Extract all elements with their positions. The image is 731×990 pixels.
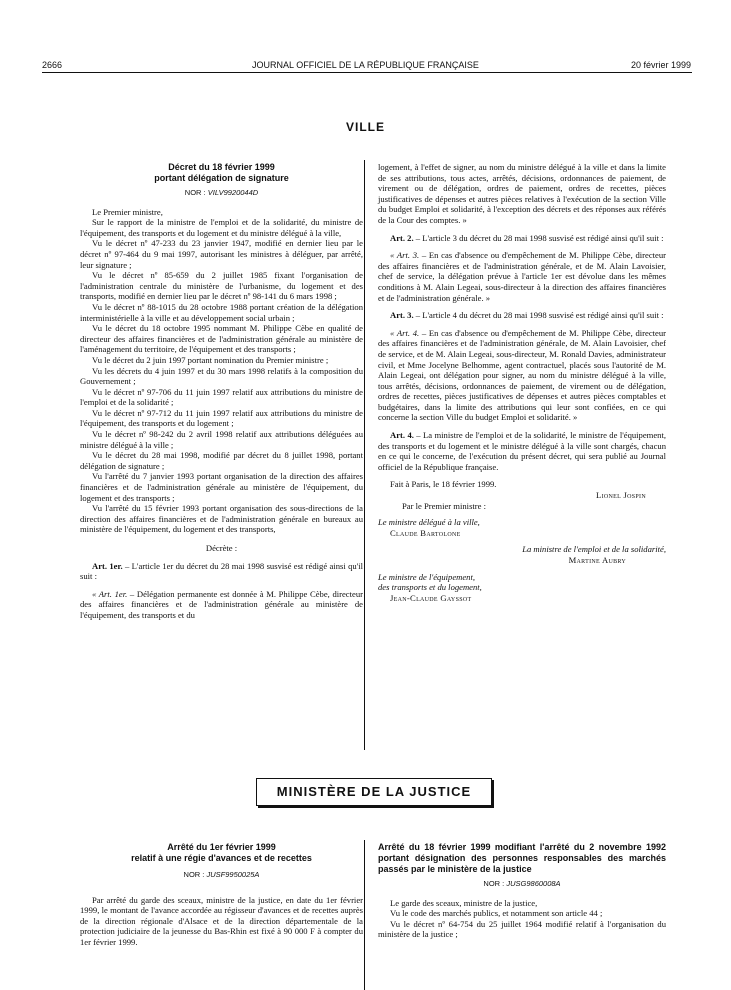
article-4-label: Art. 4. bbox=[390, 430, 414, 441]
decret-title-line2: portant délégation de signature bbox=[154, 173, 289, 183]
article-2-label: Art. 2. bbox=[390, 232, 414, 243]
decret-visa-paragraph: Vu le décret du 18 octobre 1995 nommant M. Philippe Cèbe en qualité de directeur des affaires financières et de l'administration générale au ministère de l'aménagement du territoire, de l'équipement et des transports ; bbox=[80, 323, 363, 355]
decret-visa-paragraph: Vu l'arrêté du 7 janvier 1993 portant organisation de la direction des affaires financières et de l'administration générale au ministère de l'équipement, du logement et des transports ; bbox=[80, 471, 363, 503]
article-3-quote bbox=[378, 328, 666, 423]
nor-code: JUSG9860008A bbox=[506, 879, 561, 888]
decret-title bbox=[80, 162, 363, 184]
article-3-quote-text: – En cas d'absence ou d'empêchement de M. Philippe Cèbe, directeur des affaires financières et de l'administration générale, de M. Alain Lavoisier, chef de service, et de M. Alain Legeai, sous-directeur, M. Ronald Davies, administrateur civil, et Mme Jocelyne Belhomme, agent contractuel, placés sous l'autorité de M. Alain Legeai, ont délégation pour signer, au nom du ministre délégué à la ville, tous arrêtés, décisions, ordonnances de paiement, de virement ou de délégation, ordres de recettes, pièces justificatives de dépenses et autres pièces comptables et budgétaires, dans la limite des attributions qui leur sont confiées, en ce qui concerne la section Ville du budget Emploi et solidarité. » bbox=[378, 327, 667, 423]
decret-visa-paragraph: Le Premier ministre, bbox=[92, 206, 163, 217]
article-1 bbox=[80, 561, 363, 582]
decret-right-column bbox=[378, 162, 666, 603]
decret-visa-paragraph: Vu le décret nº 97-712 du 11 juin 1997 relatif aux attributions du ministre de l'équipement, des transports et du logement ; bbox=[80, 407, 363, 429]
column-divider-bottom bbox=[364, 840, 365, 990]
fait-a-paris: Fait à Paris, le 18 février 1999. bbox=[390, 479, 497, 490]
role-equipement-line2: des transports et du logement, bbox=[378, 582, 482, 593]
arrete-2-paragraphs bbox=[378, 898, 666, 940]
article-1-continuation: logement, à l'effet de signer, au nom du ministre délégué à la ville et dans la limite de ses attributions, tous actes, arrêtés, décisions, ordonnances de paiement, de virement ou de délégation, ordres de paiement, ordres de recettes, pièces justificatives de dépenses et autres pièces relatives à l'exécution de la section Ville du budget Emploi et solidarité, à l'exception des décrets et des réponses aux référés de la Cour des comptes. » bbox=[378, 162, 666, 225]
role-emploi: La ministre de l'emploi et de la solidarité, bbox=[522, 544, 666, 555]
signatory-emploi: Martine Aubry bbox=[568, 555, 626, 565]
decret-visa-paragraph: Sur le rapport de la ministre de l'emploi et de la solidarité, du ministre de l'équipement, des transports et du logement et du ministre délégué à la ville, bbox=[80, 217, 363, 238]
article-2-text: – L'article 3 du décret du 28 mai 1998 susvisé est rédigé ainsi qu'il suit : bbox=[413, 232, 664, 243]
ministry-heading-box: MINISTÈRE DE LA JUSTICE bbox=[256, 778, 492, 806]
role-ville: Le ministre délégué à la ville, bbox=[378, 517, 480, 528]
par-le-premier-ministre: Par le Premier ministre : bbox=[402, 500, 487, 511]
article-1-quote-text: – Délégation permanente est donnée à M. Philippe Cèbe, directeur des affaires financières et de l'administration générale au ministère de l'équipement, des transports et du bbox=[80, 588, 363, 620]
signatory-ville: Claude Bartolone bbox=[390, 527, 461, 538]
header-rule bbox=[42, 72, 692, 73]
decret-visa-paragraph: Vu les décrets du 4 juin 1997 et du 30 mars 1998 relatifs à la composition du Gouvernement ; bbox=[80, 365, 363, 387]
page-number: 2666 bbox=[42, 60, 63, 70]
decret-visas bbox=[80, 207, 363, 535]
arrete-1-title-line1: Arrêté du 1er février 1999 bbox=[167, 842, 276, 852]
nor-label: NOR : bbox=[184, 188, 206, 197]
article-3-quote-label: « Art. 4. bbox=[390, 327, 420, 338]
signatory-equipement: Jean-Claude Gayssot bbox=[390, 592, 472, 603]
signatory-prime-minister: Lionel Jospin bbox=[596, 490, 646, 501]
arrete-2-nor bbox=[378, 879, 666, 890]
journal-title: JOURNAL OFFICIEL DE LA RÉPUBLIQUE FRANÇAISE bbox=[252, 60, 479, 70]
nor-code: VILV9920044D bbox=[207, 188, 259, 197]
article-2-quote bbox=[378, 250, 666, 303]
decret-visa-paragraph: Vu le décret nº 98-242 du 2 avril 1998 relatif aux attributions déléguées au ministre délégué à la ville ; bbox=[80, 429, 363, 450]
decret-nor bbox=[80, 188, 363, 199]
nor-label: NOR : bbox=[183, 870, 205, 879]
decret-visa-paragraph: Vu le décret nº 85-659 du 2 juillet 1985 fixant l'organisation de l'administration centrale du ministère de l'urbanisme, du logement et des transports, modifié en dernier lieu par le décret nº 98-141 du 6 mars 1998 ; bbox=[80, 270, 363, 302]
nor-code: JUSF9950025A bbox=[206, 870, 260, 879]
nor-label: NOR : bbox=[483, 879, 505, 888]
role-equipement-line1: Le ministre de l'équipement, bbox=[378, 571, 475, 582]
decret-title-line1: Décret du 18 février 1999 bbox=[168, 162, 275, 172]
decret-visa-paragraph: Vu le décret nº 88-1015 du 28 octobre 1988 portant création de la délégation interministérielle à la ville et au développement social urbain ; bbox=[80, 301, 363, 323]
section-title: VILLE bbox=[345, 120, 385, 134]
article-4-text: – La ministre de l'emploi et de la solidarité, le ministre de l'équipement, des transports et du logement et le ministre délégué à la ville sont chargés, chacun en ce qui le concerne, de l'exécution du présent décret, qui sera publié au Journal officiel de la République française. bbox=[378, 430, 666, 472]
article-3-text: – L'article 4 du décret du 28 mai 1998 susvisé est rédigé ainsi qu'il suit : bbox=[413, 310, 664, 321]
arrete-1-title-line2: relatif à une régie d'avances et de recettes bbox=[131, 853, 312, 863]
article-1-label: Art. 1er. bbox=[92, 560, 123, 571]
arrete-1-column bbox=[80, 842, 363, 948]
arrete-1-text: Par arrêté du garde des sceaux, ministre de la justice, en date du 1er février 1999, le montant de l'avance accordée au régisseur d'avances et de recettes auprès de la direction régionale d'Alsace et de la direction départementale de la protection judiciaire de la jeunesse du Bas-Rhin est fixé à 90 000 F à compter du 1er février 1999. bbox=[80, 894, 363, 947]
article-2 bbox=[378, 233, 666, 244]
decret-visa-paragraph: Vu le décret nº 47-233 du 23 janvier 1947, modifié en dernier lieu par le décret nº 97-464 du 9 mai 1997, autorisant les ministres à déléguer, par arrêté, leur signature ; bbox=[80, 238, 363, 270]
article-3 bbox=[378, 310, 666, 321]
issue-date: 20 février 1999 bbox=[630, 60, 691, 70]
arrete-1-title bbox=[80, 842, 363, 864]
arrete-2-paragraph: Le garde des sceaux, ministre de la justice, bbox=[390, 897, 538, 908]
article-1-quote bbox=[80, 589, 363, 621]
article-4 bbox=[378, 430, 666, 472]
decret-visa-paragraph: Vu le décret du 2 juin 1997 portant nomination du Premier ministre ; bbox=[92, 354, 329, 365]
article-2-quote-text: – En cas d'absence ou d'empêchement de M. Philippe Cèbe, directeur des affaires financières et de l'administration générale, et de M. Alain Lavoisier, chef de service, la délégation prévue à l'article 1er est dévolue dans les mêmes conditions à M. Alain Legeai, sous-directeur à la direction des affaires financières et de l'administration générale. » bbox=[378, 250, 667, 303]
decret-visa-paragraph: Vu le décret nº 97-706 du 11 juin 1997 relatif aux attributions du ministre de l'emploi et de la solidarité ; bbox=[80, 386, 363, 408]
decret-visa-paragraph: Vu l'arrêté du 15 février 1993 portant organisation des sous-directions de la direction des affaires financières et de l'administration générale en bureaux au ministère de l'équipement, du logement et des transports, bbox=[80, 503, 363, 535]
arrete-2-title: Arrêté du 18 février 1999 modifiant l'arrêté du 2 novembre 1992 portant désignation des personnes responsables des marchés passés par le ministère de la justice bbox=[378, 842, 666, 874]
article-2-quote-label: « Art. 3. bbox=[390, 250, 420, 261]
decrete-label: Décrète : bbox=[205, 543, 238, 553]
decret-visa-paragraph: Vu le décret du 28 mai 1998, modifié par décret du 8 juillet 1998, portant délégation de signature ; bbox=[80, 450, 363, 471]
arrete-2-column bbox=[378, 842, 666, 940]
article-1-text: – L'article 1er du décret du 28 mai 1998 susvisé est rédigé ainsi qu'il suit : bbox=[80, 560, 363, 582]
decret-left-column bbox=[80, 162, 363, 621]
arrete-2-paragraph: Vu le code des marchés publics, et notamment son article 44 ; bbox=[390, 908, 603, 919]
arrete-2-paragraph: Vu le décret nº 64-754 du 25 juillet 1964 modifié relatif à l'organisation du ministère de la justice ; bbox=[378, 918, 666, 940]
column-divider bbox=[364, 160, 365, 750]
article-3-label: Art. 3. bbox=[390, 310, 414, 321]
article-1-quote-label: « Art. 1er. bbox=[92, 588, 128, 599]
arrete-1-nor bbox=[80, 870, 363, 881]
